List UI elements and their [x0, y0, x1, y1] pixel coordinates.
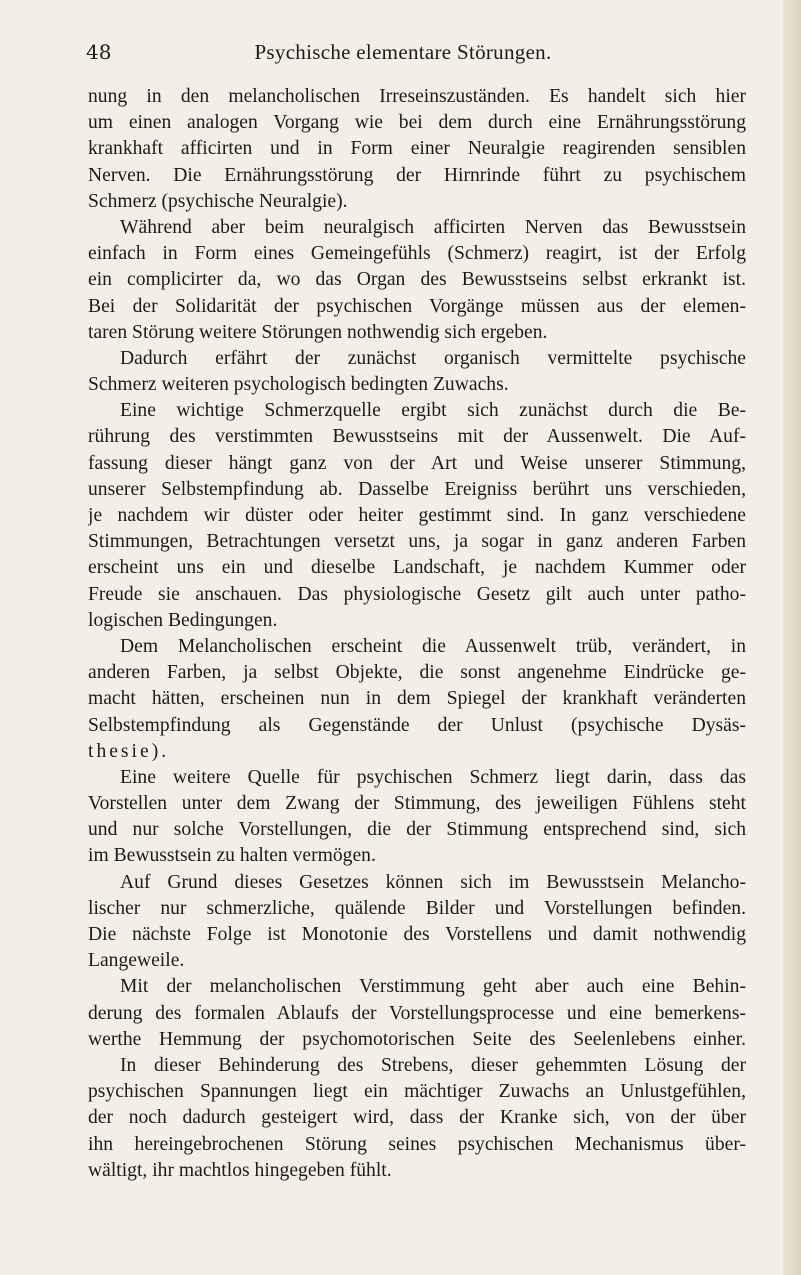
text-line: Die nächste Folge ist Monotonie des Vorstellens und damit nothwendig	[88, 924, 746, 945]
text-line: lischer nur schmerzliche, quälende Bilder und Vorstellungen befinden.	[88, 897, 746, 919]
text-line: Freude sie anschauen. Das physiologische Gesetz gilt auch unter patho-	[88, 583, 746, 605]
text-line: im Bewusstsein zu halten vermögen.	[88, 845, 376, 867]
text-line: anderen Farben, ja selbst Objekte, die sonst angenehme Eindrücke ge-	[88, 662, 746, 684]
text-line: nung in den melancholischen Irreseinszuständen. Es handelt sich hier	[88, 86, 746, 107]
text-line: Dadurch erfährt der zunächst organisch vermittelte psychische	[120, 347, 746, 369]
text-line: Eine wichtige Schmerzquelle ergibt sich zunächst durch die Be-	[120, 400, 746, 422]
text-line: und nur solche Vorstellungen, die der Stimmung entsprechend sind, sich	[88, 819, 746, 841]
text-line: Auf Grund dieses Gesetzes können sich im Bewusstsein Melancho-	[120, 871, 746, 893]
text-line: ein complicirter da, wo das Organ des Bewusstseins selbst erkrankt ist.	[88, 269, 746, 291]
text-line: werthe Hemmung der psychomotorischen Seite des Seelenlebens einher.	[88, 1028, 746, 1050]
text-line: Dem Melancholischen erscheint die Aussenwelt trüb, verändert, in	[120, 635, 746, 657]
text-line: Nerven. Die Ernährungsstörung der Hirnrinde führt zu psychischem	[88, 164, 746, 186]
text-line: Vorstellen unter dem Zwang der Stimmung, des jeweiligen Fühlens steht	[88, 793, 746, 815]
text-line: Während aber beim neuralgisch afficirten Nerven das Bewusstsein	[120, 216, 746, 238]
body-text	[88, 84, 746, 1184]
page-number: 48	[86, 40, 112, 64]
text-line: psychischen Spannungen liegt ein mächtiger Zuwachs an Unlustgefühlen,	[88, 1081, 746, 1103]
text-line: Schmerz (psychische Neuralgie).	[88, 190, 348, 212]
text-line: Eine weitere Quelle für psychischen Schmerz liegt darin, dass das	[120, 766, 746, 788]
text-line: Langeweile.	[88, 950, 185, 972]
page-edge	[783, 0, 801, 1275]
text-line: der noch dadurch gesteigert wird, dass der Kranke sich, von der über	[88, 1107, 746, 1129]
text-line: rührung des verstimmten Bewusstseins mit der Aussenwelt. Die Auf-	[88, 426, 746, 448]
text-line: Mit der melancholischen Verstimmung geht aber auch eine Behin-	[120, 976, 746, 998]
text-line: derung des formalen Ablaufs der Vorstellungsprocesse und eine bemerkens-	[88, 1002, 746, 1024]
text-line: ihn hereingebrochenen Störung seines psychischen Mechanismus über-	[88, 1133, 746, 1155]
running-title: Psychische elementare Störungen.	[254, 40, 552, 64]
text-line: In dieser Behinderung des Strebens, dieser gehemmten Lösung der	[120, 1054, 746, 1076]
text-line: einfach in Form eines Gemeingefühls (Schmerz) reagirt, ist der Erfolg	[88, 243, 746, 265]
page-header	[58, 40, 748, 68]
text-line: taren Störung weitere Störungen nothwendig sich ergeben.	[88, 321, 548, 343]
text-line: unserer Selbstempfindung ab. Dasselbe Ereigniss berührt uns verschieden,	[88, 478, 746, 500]
text-line: wältigt, ihr machtlos hingegeben fühlt.	[88, 1159, 392, 1181]
text-line: Selbstempfindung als Gegenstände der Unlust (psychische Dysäs-	[88, 714, 746, 736]
text-line: Schmerz weiteren psychologisch bedingten Zuwachs.	[88, 374, 509, 396]
text-line: krankhaft afficirten und in Form einer Neuralgie reagirenden sensiblen	[88, 138, 746, 160]
text-line: macht hätten, erscheinen nun in dem Spiegel der krankhaft veränderten	[88, 688, 746, 710]
text-line: je nachdem wir düster oder heiter gestimmt sind. In ganz verschiedene	[88, 505, 746, 526]
text-line: erscheint uns ein und dieselbe Landschaft, je nachdem Kummer oder	[88, 557, 746, 579]
text-line: logischen Bedingungen.	[88, 609, 278, 631]
text-line: fassung dieser hängt ganz von der Art und Weise unserer Stimmung,	[88, 452, 746, 474]
text-line: thesie).	[88, 740, 170, 762]
text-line: um einen analogen Vorgang wie bei dem durch eine Ernährungsstörung	[88, 112, 746, 134]
text-line: Bei der Solidarität der psychischen Vorgänge müssen aus der elemen-	[88, 295, 746, 317]
text-line: Stimmungen, Betrachtungen versetzt uns, ja sogar in ganz anderen Farben	[88, 531, 746, 553]
